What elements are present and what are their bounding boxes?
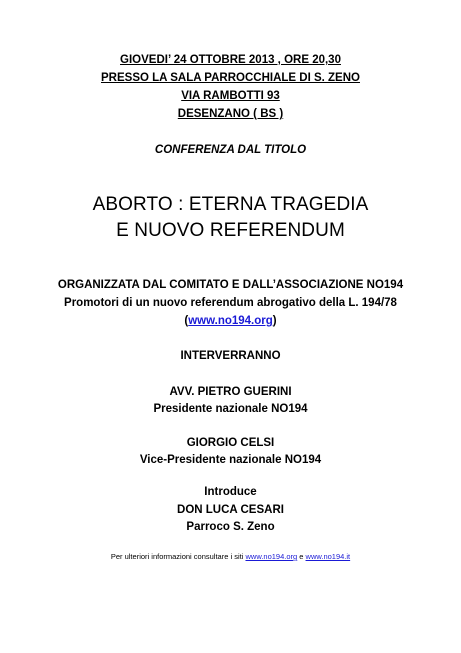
event-venue: PRESSO LA SALA PARROCCHIALE DI S. ZENO [101, 72, 360, 84]
conference-intro: CONFERENZA DAL TITOLO [154, 144, 307, 156]
footer-info [0, 552, 461, 562]
moderator-label: Introduce [204, 486, 257, 498]
event-city: DESENZANO ( BS ) [177, 108, 284, 120]
event-date-time: GIOVEDI’ 24 OTTOBRE 2013 , ORE 20,30 [120, 54, 341, 66]
organizers-line: ORGANIZZATA DAL COMITATO E DALL’ASSOCIAZIONE NO194 [57, 279, 404, 291]
conference-title-line-1: ABORTO : ETERNA TRAGEDIA [92, 194, 369, 215]
speakers-heading: INTERVERRANNO [180, 350, 281, 362]
footer-conjunction: e [297, 552, 306, 561]
moderator-name: DON LUCA CESARI [177, 504, 284, 516]
moderator-role: Parroco S. Zeno [186, 521, 275, 533]
event-street: VIA RAMBOTTI 93 [181, 90, 280, 102]
footer-text: Per ulteriori informazioni consultare i siti [110, 552, 246, 561]
website-link[interactable]: www.no194.org [188, 315, 273, 327]
conference-title-line-2: E NUOVO REFERENDUM [116, 220, 345, 241]
organizers-website [0, 313, 461, 329]
speaker-1-name: AVV. PIETRO GUERINI [169, 386, 292, 398]
speaker-2-role: Vice-Presidente nazionale NO194 [139, 454, 322, 466]
footer-link-org[interactable]: www.no194.org [245, 552, 298, 561]
promoters-line: Promotori di un nuovo referendum abrogativo della L. 194/78 [64, 297, 397, 309]
paren-close: ) [272, 315, 277, 327]
speaker-1-role: Presidente nazionale NO194 [153, 403, 308, 415]
speaker-2-name: GIORGIO CELSI [186, 437, 275, 449]
paren-open: ( [184, 315, 189, 327]
footer-link-it[interactable]: www.no194.it [305, 552, 351, 561]
